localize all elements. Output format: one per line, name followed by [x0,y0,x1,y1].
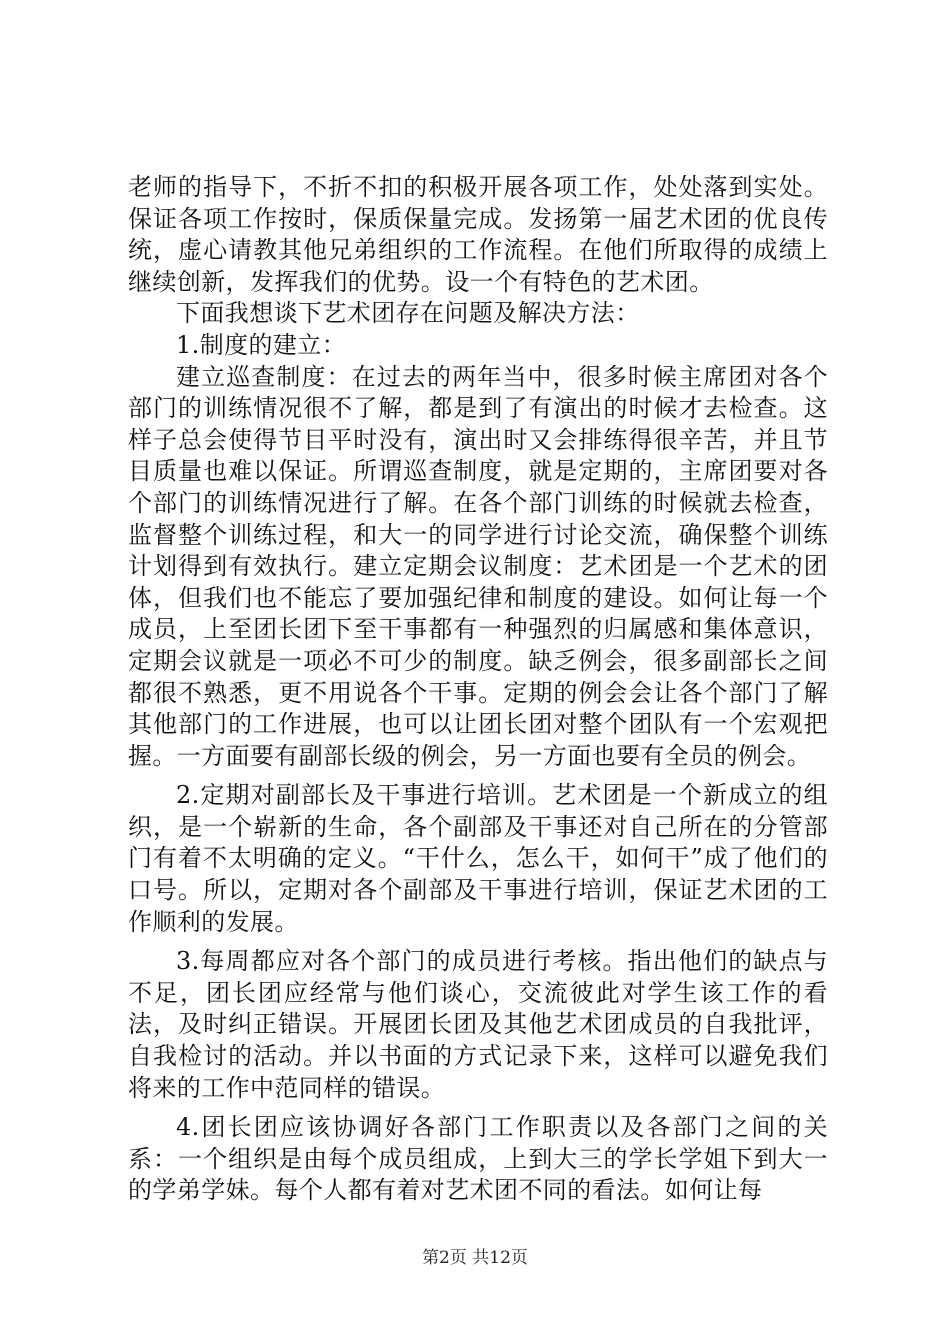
document-body [128,172,828,1207]
paragraph-training: 2.定期对副部长及干事进行培训。艺术团是一个新成立的组织，是一个崭新的生命，各个副部及干事还对自己所在的分管部门有着不太明确的定义。“干什么，怎么干，如何干”成了他们的口号。所以，定期对各个副部及干事进行培训，保证艺术团的工作顺利的发展。 [128,781,828,936]
paragraph-continuation: 老师的指导下，不折不扣的积极开展各项工作，处处落到实处。保证各项工作按时，保质保量完成。发扬第一届艺术团的优良传统，虚心请教其他兄弟组织的工作流程。在他们所取得的成绩上继续创新，发挥我们的优势。设一个有特色的艺术团。 [128,173,828,296]
page-footer: 第2页 共12页 [422,1248,528,1268]
paragraph-inspection-system: 建立巡查制度：在过去的两年当中，很多时候主席团对各个部门的训练情况很不了解，都是到了有演出的时候才去检查。这样子总会使得节目平时没有，演出时又会排练得很辛苦，并且节目质量也难以保证。所谓巡查制度，就是定期的，主席团要对各个部门的训练情况进行了解。在各个部门训练的时候就去检查，监督整个训练过程，和大一的同学进行讨论交流，确保整个训练计划得到有效执行。建立定期会议制度：艺术团是一个艺术的团体，但我们也不能忘了要加强纪律和制度的建设。如何让每一个成员，上至团长团下至干事都有一种强烈的归属感和集体意识，定期会议就是一项必不可少的制度。缺乏例会，很多副部长之间都很不熟悉，更不用说各个干事。定期的例会会让各个部门了解其他部门的工作进展，也可以让团长团对整个团队有一个宏观把握。一方面要有副部长级的例会，另一方面也要有全员的例会。 [128,362,828,770]
paragraph-heading-system: 1.制度的建立： [176,330,347,359]
paragraph-intro-problems: 下面我想谈下艺术团存在问题及解决方法： [176,299,640,328]
paragraph-assessment: 3.每周都应对各个部门的成员进行考核。指出他们的缺点与不足，团长团应经常与他们谈心，交流彼此对学生该工作的看法，及时纠正错误。开展团长团及其他艺术团成员的自我批评，自我检讨的活动。并以书面的方式记录下来，这样可以避免我们将来的工作中范同样的错误。 [128,947,828,1102]
paragraph-coordination: 4.团长团应该协调好各部门工作职责以及各部门之间的关系：一个组织是由每个成员组成，上到大三的学长学姐下到大一的学弟学妹。每个人都有着对艺术团不同的看法。如何让每 [128,1113,828,1205]
